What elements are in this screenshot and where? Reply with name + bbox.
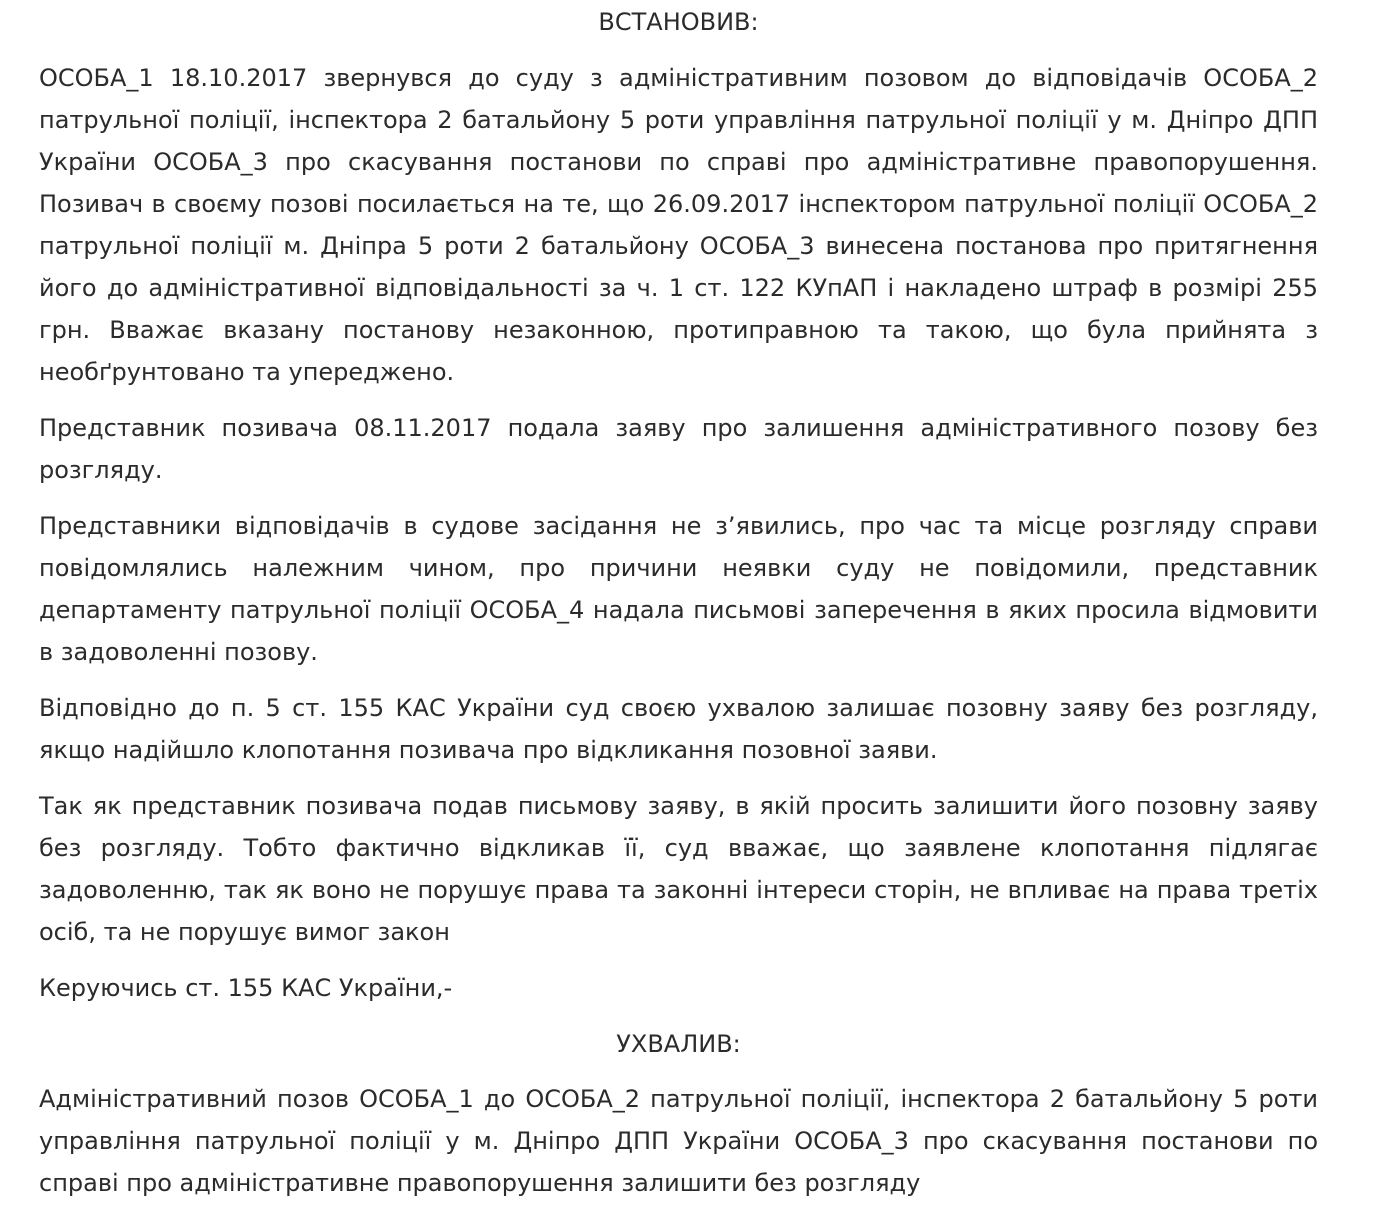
court-ruling-document: [0, 1, 1388, 1204]
paragraph-plaintiff-request: Представник позивача 08.11.2017 подала заяву про залишення адміністративного позову без розгляду.: [39, 414, 1318, 484]
paragraph-defendants: Представники відповідачів в судове засідання не з’явились, про час та місце розгляду справи повідомлялись належним чином, про причини неявки суду не повідомили, представник департаменту патрульної поліції ОСОБА_4 надала письмові заперечення в яких просила відмовити в задоволенні позову.: [39, 512, 1318, 666]
paragraph-court-assessment: Так як представник позивача подав письмову заяву, в якій просить залишити його позовну заяву без розгляду. Тобто фактично відкликав її, суд вважає, що заявлене клопотання підлягає задоволенню, так як воно не порушує права та законні інтереси сторін, не впливає на права третіх осіб, та не порушує вимог закон: [39, 792, 1318, 946]
paragraph-legal-basis: Відповідно до п. 5 ст. 155 КАС України суд своєю ухвалою залишає позовну заяву без розгляду, якщо надійшло клопотання позивача про відкликання позовної заяви.: [39, 694, 1318, 764]
heading-ruled: УХВАЛИВ:: [616, 1030, 741, 1058]
paragraph-resolution: Адміністративний позов ОСОБА_1 до ОСОБА_2 патрульної поліції, інспектора 2 батальйону 5 роти управління патрульної поліції у м. Дніпро ДПП України ОСОБА_3 про скасування постанови по справі про адміністративне правопорушення залишити без розгляду: [39, 1085, 1318, 1197]
paragraph-guided-by: Керуючись ст. 155 КАС України,-: [39, 974, 453, 1002]
paragraph-claim: ОСОБА_1 18.10.2017 звернувся до суду з адміністративним позовом до відповідачів ОСОБА_2 патрульної поліції, інспектора 2 батальйону 5 роти управління патрульної поліції у м. Дніпро ДПП України ОСОБА_3 про скасування постанови по справі про адміністративне правопорушення. Позивач в своєму позові посилається на те, що 26.09.2017 інспектором патрульної поліції ОСОБА_2 патрульної поліції м. Дніпра 5 роти 2 батальйону ОСОБА_3 винесена постанова про притягнення його до адміністративної відповідальності за ч. 1 ст. 122 КУпАП і накладено штраф в розмірі 255 грн. Вважає вказану постанову незаконною, протиправною та такою, що була прийнята з необґрунтовано та упереджено.: [39, 64, 1318, 386]
heading-established: ВСТАНОВИВ:: [598, 8, 759, 36]
